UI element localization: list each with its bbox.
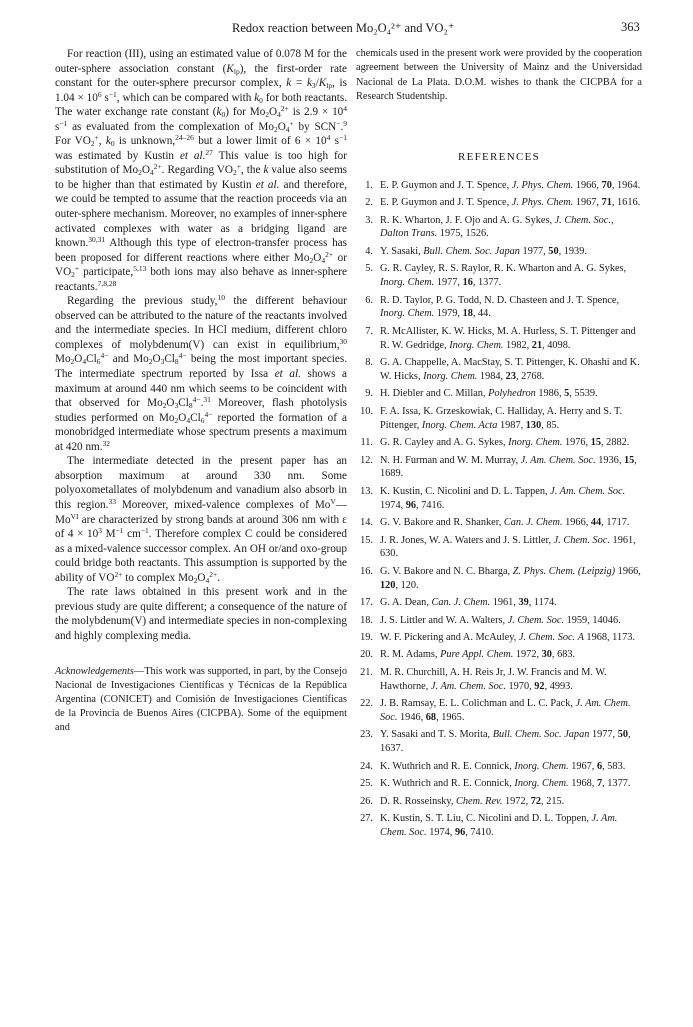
reference-item (356, 777, 642, 791)
reference-item (356, 534, 642, 562)
reference-text: K. Kustin, S. T. Liu, C. Nicolini and D. L. Toppen, J. Am. Chem. Soc. 1974, 96, 7410. (380, 813, 618, 838)
reference-text: D. R. Rosseinsky, Chem. Rev. 1972, 72, 215. (380, 795, 565, 807)
body-paragraph: The rate laws obtained in this present work and in the previous study are quite different; a consequence of the nature of the molybdenum(V) and intermediate species in non-complexing and highly complexing media. (55, 586, 347, 642)
reference-text: K. Kustin, C. Nicolini and D. L. Tappen, J. Am. Chem. Soc. 1974, 96, 7416. (380, 485, 626, 511)
reference-text: Y. Sasaki and T. S. Morita, Bull. Chem. Soc. Japan 1977, 50, 1637. (380, 729, 631, 755)
reference-number: 19. (360, 632, 373, 644)
reference-item (356, 454, 642, 482)
reference-text: R. M. Adams, Pure Appl. Chem. 1972, 30, 683. (380, 649, 576, 661)
reference-number: 11. (360, 437, 373, 449)
reference-number: 13. (360, 485, 373, 497)
reference-item (356, 516, 642, 530)
reference-item (356, 196, 642, 210)
reference-number: 10. (360, 405, 373, 417)
reference-item (356, 325, 642, 353)
reference-item (356, 760, 642, 774)
reference-number: 26. (360, 795, 373, 807)
reference-text: Y. Sasaki, Bull. Chem. Soc. Japan 1977, 50, 1939. (380, 245, 587, 257)
reference-number: 9. (365, 388, 373, 400)
reference-item (356, 631, 642, 645)
reference-number: 20. (360, 649, 373, 661)
reference-text: J. R. Jones, W. A. Waters and J. S. Littler, J. Chem. Soc. 1961, 630. (380, 534, 636, 560)
acknowledgements-heading: Acknowledgements (55, 666, 134, 678)
reference-number: 24. (360, 760, 373, 772)
reference-item (356, 405, 642, 433)
reference-text: G. A. Dean, Can. J. Chem. 1961, 39, 1174. (380, 597, 557, 609)
body-paragraph: Regarding the previous study,$^{10}$ the different behaviour observed can be attributed to the nature of the reactants involved and the intermediate species. In HCl medium, different chloro complexes of molybdenum(V) can exist in equilibrium,$^{30}$ $Mo_2O_4Cl_6^{4-}$ and $Mo_2O_3Cl_8^{4-}$ being the most important species. The intermediate spectrum reported by Issa et al. shows a maximum at around 440 nm which seems to be coincident with that observed for $Mo_2O_3Cl_8^{4-}.^{31}$ Moreover, flash photolysis studies performed on $Mo_2O_4Cl_6^{4-}$ reported the formation of a monobridged intermediate whose spectrum presents a maximum at 420 nm.$^{32}$ (55, 293, 347, 453)
references-heading: REFERENCES (457, 151, 541, 164)
reference-item (356, 262, 642, 290)
left-column (55, 47, 347, 735)
reference-text: J. B. Ramsay, E. L. Colichman and L. C. Pack, J. Am. Chem. Soc. 1946, 68, 1965. (380, 698, 631, 724)
reference-number: 4. (365, 245, 373, 257)
acknowledgements-text: —This work was supported, in part, by the Consejo Nacional de Investigaciones Científicas y Técnicas de la República Argentina (CONICET) and Comisión de Investigaciones Científicas de la Provincia de Buenos Aires (CICPBA). Some of the equipment and (55, 666, 347, 734)
reference-text: F. A. Issa, K. Grzeskowiak, C. Halliday, A. Herry and S. T. Pittenger, Inorg. Chem. Acta 1987, 130, 85. (380, 405, 623, 431)
reference-text: M. R. Churchill, A. H. Reis Jr, J. W. Francis and M. W. Hawthorne, J. Am. Chem. Soc. 1970, 92, 4993. (380, 666, 607, 692)
running-title: Redox reaction between Mo₂O₄²⁺ and VO₂⁺ (232, 21, 455, 35)
reference-item (356, 485, 642, 513)
page-number: 363 (621, 20, 640, 34)
reference-text: K. Wuthrich and R. E. Connick, Inorg. Chem. 1968, 7, 1377. (380, 778, 631, 790)
reference-text: G. R. Cayley and A. G. Sykes, Inorg. Chem. 1976, 15, 2882. (380, 437, 630, 449)
reference-number: 16. (360, 565, 373, 577)
reference-item (356, 812, 642, 840)
reference-text: E. P. Guymon and J. T. Spence, J. Phys. Chem. 1967, 71, 1616. (380, 197, 641, 209)
reference-text: J. S. Littler and W. A. Walters, J. Chem. Soc. 1959, 14046. (380, 614, 621, 626)
reference-item (356, 387, 642, 401)
reference-item (356, 565, 642, 593)
running-head (0, 20, 693, 40)
acknowledgements-continuation: chemicals used in the present work were provided by the cooperation agreement between the University of Mainz and the Universidad Nacional de La Plata. D.O.M. wishes to thank the CICPBA for a Research Studentship. (356, 48, 642, 102)
reference-number: 14. (360, 517, 373, 529)
reference-text: R. K. Wharton, J. F. Ojo and A. G. Sykes, J. Chem. Soc., Dalton Trans. 1975, 1526. (380, 214, 614, 240)
reference-text: H. Diebler and C. Millan, Polyhedron 1986, 5, 5539. (380, 388, 598, 400)
reference-item (356, 728, 642, 756)
body-paragraph: The intermediate detected in the present paper has an absorption maximum at around 330 nm. Some polyoxometallates of molybdenum and vanadium also absorb in this region.$^{33}$ Moreover, mixed-valence complexes of $Mo^V—Mo^{VI}$ are characterized by strong bands at around 306 nm with ε of $4 \times 10^3$ $M^{-1}$ $cm^{-1}$. Therefore complex C could be considered as a mixed-valence successor complex. An OH or/and oxo-group could bridge both reactants. This assumption is supported by the ability of $VO^{2+}$ to complex $Mo_2O_4^{2+}$. (55, 455, 347, 585)
reference-number: 5. (365, 263, 373, 275)
reference-text: E. P. Guymon and J. T. Spence, J. Phys. Chem. 1966, 70, 1964. (380, 179, 641, 191)
reference-item (356, 614, 642, 628)
reference-text: N. H. Furman and W. M. Murray, J. Am. Chem. Soc. 1936, 15, 1689. (380, 454, 637, 480)
reference-number: 27. (360, 813, 373, 825)
reference-item (356, 179, 642, 193)
reference-text: R. McAllister, K. W. Hicks, M. A. Hurless, S. T. Pittenger and R. W. Gedridge, Inorg. Chem. 1982, 21, 4098. (380, 325, 636, 351)
reference-item (356, 596, 642, 610)
reference-text: G. R. Cayley, R. S. Raylor, R. K. Wharton and A. G. Sykes, Inorg. Chem. 1977, 16, 1377. (380, 263, 627, 289)
reference-item (356, 795, 642, 809)
acknowledgements (55, 665, 347, 735)
reference-number: 25. (360, 778, 373, 790)
reference-number: 6. (365, 294, 373, 306)
reference-number: 18. (360, 614, 373, 626)
body-paragraph: For reaction (III), using an estimated value of 0.078 M for the outer-sphere association constant $(K_{lp})$, the first-order rate constant for the outer-sphere precursor complex, $k = k_3/K_{lp}$, is $1.04 \times 10^6$ $s^{-1}$, which can be compared with $k_0$ for both reactants. The water exchange rate constant $(k_0)$ for $Mo_2O_4^{2+}$ is $2.9 \times 10^4$ $s^{-1}$ as evaluated from the complexation of $Mo_2O_4^+$ by SCN−.$^9$ For $VO_2^+$, $k_0$ is unknown,$^{24-26}$ but a lower limit of $6 \times 10^4$ $s^{-1}$ was estimated by Kustin et al.$^{27}$ This value is too high for substitution of $Mo_2O_4^{2+}$. Regarding $VO_2^+$, the k value also seems to be higher than that estimated by Kustin et al. and therefore, we could be tempted to assume that the reaction proceeds via an outer-sphere mechanism. Moreover, no examples of inner-sphere activated complexes with water as a bridging ligand are known.$^{30,31}$ Although this type of electron-transfer process has been proposed for different reactions where either $Mo_2O_4^{2+}$ or $VO_2^+$ participate,$^{5,13}$ both ions may also behave as inner-sphere reactants.$^{7,8,28}$ (55, 48, 348, 293)
reference-text: W. F. Pickering and A. McAuley, J. Chem. Soc. A 1968, 1173. (380, 632, 635, 644)
reference-number: 17. (360, 597, 373, 609)
reference-text: G. V. Bakore and N. C. Bharga, Z. Phys. Chem. (Leipzig) 1966, 120, 120. (380, 565, 641, 591)
reference-number: 3. (365, 214, 373, 226)
reference-number: 22. (360, 698, 373, 710)
reference-item (356, 436, 642, 450)
reference-item (356, 356, 642, 384)
reference-number: 12. (360, 454, 373, 466)
references-list (356, 179, 642, 840)
reference-number: 2. (365, 197, 373, 209)
reference-item (356, 648, 642, 662)
reference-text: R. D. Taylor, P. G. Todd, N. D. Chasteen and J. T. Spence, Inorg. Chem. 1979, 18, 44. (380, 294, 620, 320)
reference-text: K. Wuthrich and R. E. Connick, Inorg. Chem. 1967, 6, 583. (380, 760, 626, 772)
reference-item (356, 214, 642, 242)
reference-number: 1. (365, 179, 373, 191)
reference-text: G. A. Chappelle, A. MacStay, S. T. Pittenger, K. Ohashi and K. W. Hicks, Inorg. Chem. 1984, 23, 2768. (380, 357, 640, 383)
reference-item (356, 245, 642, 259)
reference-number: 8. (365, 357, 373, 369)
right-column (356, 47, 642, 843)
reference-item (356, 294, 642, 322)
reference-text: G. V. Bakore and R. Shanker, Can. J. Chem. 1966, 44, 1717. (380, 517, 630, 529)
reference-number: 21. (360, 666, 373, 678)
reference-number: 7. (365, 325, 373, 337)
reference-number: 23. (360, 729, 373, 741)
reference-item (356, 666, 642, 694)
reference-item (356, 697, 642, 725)
reference-number: 15. (360, 534, 373, 546)
